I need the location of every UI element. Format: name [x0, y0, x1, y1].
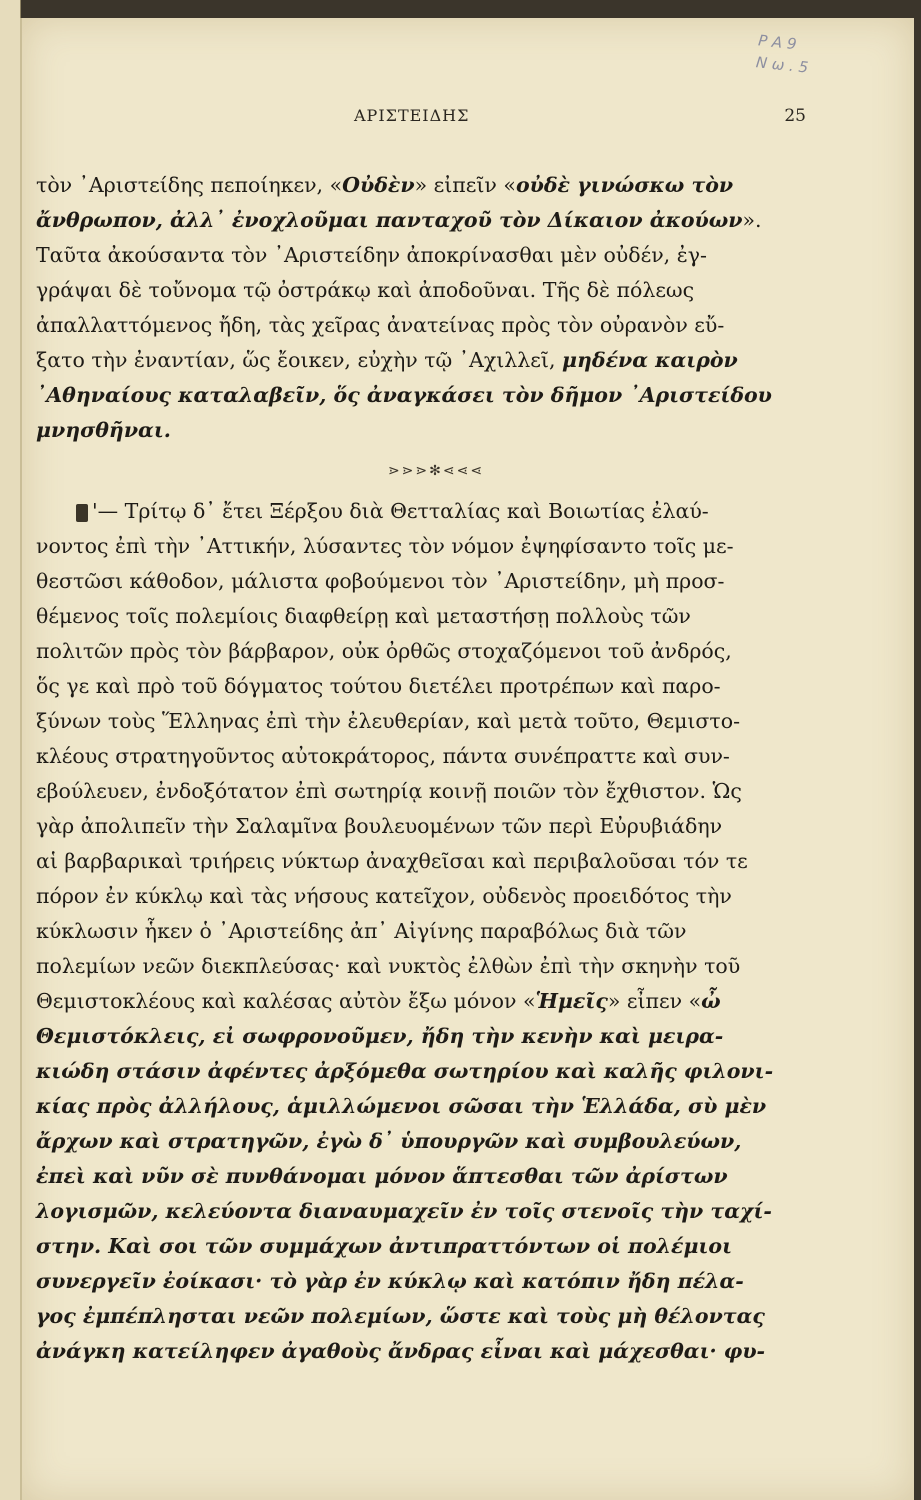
- italic-text-segment: οὐδὲ γινώσκω τὸν: [515, 173, 734, 197]
- text-line: [36, 1334, 806, 1369]
- running-head: ΑΡΙΣΤΕΙΔΗΣ: [354, 106, 470, 125]
- text-line: [36, 949, 806, 984]
- text-line: [36, 168, 806, 203]
- italic-text-segment: κίας πρὸς ἀλλήλους, ἁμιλλώμενοι σῶσαι τὴν Ἑλλάδα, σὺ μὲν: [36, 1094, 767, 1118]
- italic-text-segment: Οὐδὲν: [342, 173, 415, 197]
- text-line: [36, 669, 806, 704]
- text-segment: νοντος ἐπὶ τὴν ᾿Αττικήν, λύσαντες τὸν νόμον ἐψηφίσαντο τοῖς με-: [36, 534, 734, 558]
- text-segment: γράψαι δὲ τοὔνομα τῷ ὀστράκῳ καὶ ἀποδοῦναι. Τῆς δὲ πόλεως: [36, 278, 695, 302]
- text-line: [36, 1019, 806, 1054]
- text-segment: θέμενος τοῖς πολεμίοις διαφθείρῃ καὶ μεταστήσῃ πολλοὺς τῶν: [36, 604, 691, 628]
- text-segment: ».: [742, 208, 762, 232]
- text-line: [36, 308, 806, 343]
- text-line: [36, 984, 806, 1019]
- italic-text-segment: γος ἐμπέπλησται νεῶν πολεμίων, ὥστε καὶ τοὺς μὴ θέλοντας: [36, 1304, 765, 1328]
- text-line: [36, 273, 806, 308]
- text-segment: Θεμιστοκλέους καὶ καλέσας αὐτὸν ἔξω μόνον «: [36, 989, 536, 1013]
- italic-text-segment: ὦ: [701, 989, 721, 1013]
- italic-text-segment: μνησθῆναι.: [36, 418, 171, 442]
- text-line: [36, 1124, 806, 1159]
- chapter-numeral-mark: [76, 504, 88, 522]
- text-segment: γὰρ ἀπολιπεῖν τὴν Σαλαμῖνα βουλευομένων τῶν περὶ Εὐρυβιάδην: [36, 814, 723, 838]
- text-segment: κύκλωσιν ἧκεν ὁ ᾿Αριστείδης ἀπ᾿ Αἰγίνης παραβόλως διὰ τῶν: [36, 919, 687, 943]
- previous-page-edge: [0, 0, 21, 1500]
- text-line: [36, 413, 806, 448]
- text-line: [36, 1089, 806, 1124]
- text-segment: αἱ βαρβαρικαὶ τριήρεις νύκτωρ ἀναχθεῖσαι καὶ περιβαλοῦσαι τόν τε: [36, 849, 748, 873]
- text-line: [36, 1264, 806, 1299]
- text-line: [36, 774, 806, 809]
- text-segment: ὅς γε καὶ πρὸ τοῦ δόγματος τούτου διετέλει προτρέπων καὶ παρο-: [36, 674, 721, 698]
- text-line: [36, 634, 806, 669]
- text-segment: θεστῶσι κάθοδον, μάλιστα φοβούμενοι τὸν ᾿Αριστείδην, μὴ προσ-: [36, 569, 725, 593]
- text-line: [36, 879, 806, 914]
- text-segment: ἀπαλλαττόμενος ἤδη, τὰς χεῖρας ἀνατείνας πρὸς τὸν οὐρανὸν εὔ-: [36, 313, 725, 337]
- italic-text-segment: ἀνάγκη κατείληφεν ἀγαθοὺς ἄνδρας εἶναι καὶ μάχεσθαι· φυ-: [36, 1339, 766, 1363]
- text-segment: τὸν ᾿Αριστείδης πεποίηκεν, «: [36, 173, 343, 197]
- text-line: [36, 739, 806, 774]
- italic-text-segment: ἄρχων καὶ στρατηγῶν, ἐγὼ δ᾿ ὑπουργῶν καὶ συμβουλεύων,: [36, 1129, 742, 1153]
- body-text: [36, 168, 806, 1369]
- text-segment: — Τρίτῳ δ᾿ ἔτει Ξέρξου διὰ Θετταλίας καὶ Βοιωτίας ἐλαύ-: [97, 499, 709, 523]
- text-segment: » εἰπεῖν «: [414, 173, 516, 197]
- text-segment: πόρον ἐν κύκλῳ καὶ τὰς νήσους κατεῖχον, οὐδενὸς προειδότος τὴν: [36, 884, 732, 908]
- text-line: [36, 1159, 806, 1194]
- text-line: [36, 378, 806, 413]
- text-line: [36, 1299, 806, 1334]
- text-line: [36, 238, 806, 273]
- text-line: [36, 203, 806, 238]
- italic-text-segment: ἐπεὶ καὶ νῦν σὲ πυνθάνομαι μόνον ἅπτεσθαι τῶν ἀρίστων: [36, 1164, 728, 1188]
- italic-text-segment: Ἡμεῖς: [535, 989, 608, 1013]
- italic-text-segment: Θεμιστόκλεις, εἰ σωφρονοῦμεν, ἤδη τὴν κενὴν καὶ μειρα-: [36, 1024, 724, 1048]
- text-segment: ξύνων τοὺς Ἕλληνας ἐπὶ τὴν ἐλευθερίαν, καὶ μετὰ τοῦτο, Θεμιστο-: [36, 709, 741, 733]
- text-segment: εβούλευεν, ἐνδοξότατον ἐπὶ σωτηρίᾳ κοινῇ ποιῶν τὸν ἔχθιστον. Ὡς: [36, 779, 742, 803]
- text-line: [36, 809, 806, 844]
- text-line: [36, 844, 806, 879]
- text-segment: πολιτῶν πρὸς τὸν βάρβαρον, οὐκ ὀρθῶς στοχαζόμενοι τοῦ ἀνδρός,: [36, 639, 732, 663]
- text-line: [36, 599, 806, 634]
- italic-text-segment: ᾿Αθηναίους καταλαβεῖν, ὅς ἀναγκάσει τὸν δῆμον ᾿Αριστείδου: [36, 383, 772, 407]
- text-line: [36, 1054, 806, 1089]
- text-segment: κλέους στρατηγοῦντος αὐτοκράτορος, πάντα συνέπραττε καὶ συν-: [36, 744, 730, 768]
- section-ornament: ⋗⋗⋗✻⋖⋖⋖: [387, 463, 485, 479]
- text-line: [36, 1194, 806, 1229]
- chapter-numeral: ': [92, 499, 98, 523]
- italic-text-segment: λογισμῶν, κελεύοντα διαναυμαχεῖν ἐν τοῖς στενοῖς τὴν ταχί-: [36, 1199, 772, 1223]
- text-line: [36, 494, 806, 529]
- text-line: [36, 914, 806, 949]
- text-line: [36, 1229, 806, 1264]
- italic-text-segment: συνεργεῖν ἐοίκασι· τὸ γὰρ ἐν κύκλῳ καὶ κατόπιν ἤδη πέλα-: [36, 1269, 744, 1293]
- text-segment: ξατο τὴν ἐναντίαν, ὥς ἔοικεν, εὐχὴν τῷ ᾿Αχιλλεῖ,: [36, 348, 562, 372]
- pencil-annotation: Ρ Α 9 N ω . 5: [755, 31, 810, 77]
- text-line: [36, 529, 806, 564]
- text-segment: πολεμίων νεῶν διεκπλεύσας· καὶ νυκτὸς ἐλθὼν ἐπὶ τὴν σκηνὴν τοῦ: [36, 954, 741, 978]
- italic-text-segment: κιώδη στάσιν ἀφέντες ἀρξόμεθα σωτηρίου καὶ καλῆς φιλονι-: [36, 1059, 774, 1083]
- text-line: [36, 564, 806, 599]
- italic-text-segment: στην. Καὶ σοι τῶν συμμάχων ἀντιπραττόντων οἱ πολέμιοι: [36, 1234, 733, 1258]
- book-page: [20, 18, 914, 1500]
- text-segment: Ταῦτα ἀκούσαντα τὸν ᾿Αριστείδην ἀποκρίνασθαι μὲν οὐδέν, ἐγ-: [36, 243, 707, 267]
- text-line: [36, 704, 806, 739]
- text-line: [36, 343, 806, 378]
- italic-text-segment: ἄνθρωπον, ἀλλ᾿ ἐνοχλοῦμαι πανταχοῦ τὸν Δίκαιον ἀκούων: [36, 208, 743, 232]
- text-segment: » εἶπεν «: [607, 989, 702, 1013]
- italic-text-segment: μηδένα καιρὸν: [561, 348, 738, 372]
- page-number: 25: [784, 106, 806, 126]
